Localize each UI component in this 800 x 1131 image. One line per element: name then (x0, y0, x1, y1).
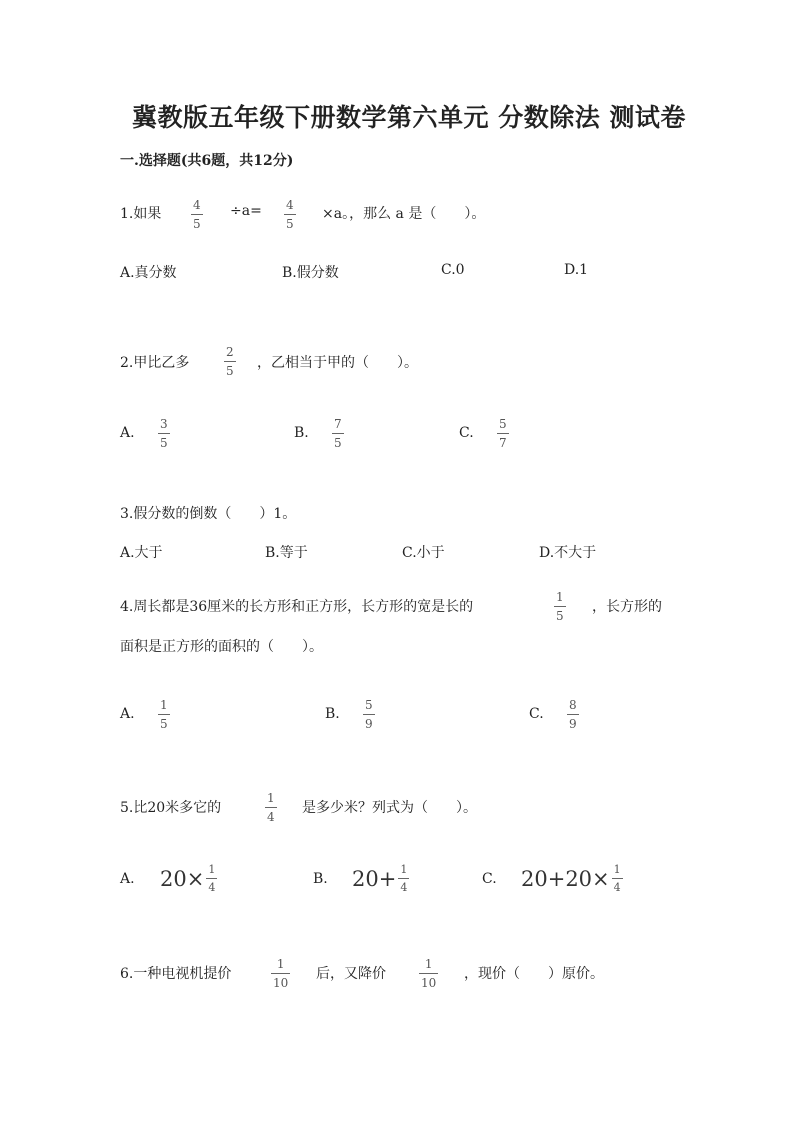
question-2-text-b: ，乙相当于甲的（ ）。 (257, 355, 418, 371)
page-title: 冀教版五年级下册数学第六单元 分数除法 测试卷 (132, 103, 686, 132)
question-4-fraction: 1 5 (556, 590, 564, 623)
section-heading: 一.选择题(共6题，共12分) (120, 153, 294, 169)
question-5-option-b-label[interactable]: B. (313, 871, 328, 887)
question-4-option-b-label[interactable]: B. (325, 706, 340, 722)
question-5-option-c-fraction: $\frac{1}{4}$ (613, 863, 621, 894)
question-2-fraction: 2 5 (226, 345, 234, 378)
question-1-option-d[interactable]: D.1 (564, 262, 589, 278)
question-6-text-c: ，现价（ ）原价。 (464, 966, 604, 982)
question-3-option-b[interactable]: B.等于 (265, 545, 308, 561)
question-2-option-b-label[interactable]: B. (294, 425, 309, 441)
question-2-option-c-label[interactable]: C. (459, 425, 474, 441)
question-3-option-a[interactable]: A.大于 (120, 545, 163, 561)
question-4-option-b-fraction[interactable]: 5 9 (365, 698, 373, 731)
question-4-option-a-label[interactable]: A. (120, 706, 135, 722)
question-5-option-a-fraction: $\frac{1}{4}$ (208, 863, 216, 894)
question-1-fraction-2: 4 5 (286, 198, 294, 231)
question-2-text-a: 2.甲比乙多 (120, 355, 190, 371)
question-1-option-b[interactable]: B.假分数 (282, 265, 339, 281)
question-1-text-c: ×a。，那么 a 是（ ）。 (322, 206, 486, 222)
question-1-option-c[interactable]: C.0 (441, 262, 465, 278)
question-2-option-a-label[interactable]: A. (120, 425, 135, 441)
question-6-text-b: 后，又降价 (316, 966, 386, 982)
question-2-option-b-fraction[interactable]: 7 5 (334, 417, 342, 450)
question-1-text-a: 1.如果 (120, 206, 162, 222)
question-5-text-a: 5.比20米多它的 (120, 800, 222, 816)
question-1-text-b: ÷a= (230, 203, 262, 219)
question-1-option-a[interactable]: A.真分数 (120, 265, 177, 281)
question-3-text: 3.假分数的倒数（ ）1。 (120, 506, 297, 522)
question-4-option-c-label[interactable]: C. (529, 706, 544, 722)
question-5-option-a-expression[interactable]: 20× $\frac{1}{4}$ (160, 863, 216, 894)
question-5-option-b-expression[interactable]: 20+ $\frac{1}{4}$ (352, 863, 408, 894)
question-5-option-c-expression[interactable]: 20+20× $\frac{1}{4}$ (521, 863, 621, 894)
question-6-text-a: 6.一种电视机提价 (120, 966, 232, 982)
question-5-fraction: 1 4 (267, 791, 275, 824)
question-5-text-b: 是多少米？列式为（ ）。 (302, 800, 477, 816)
question-6-fraction-1: 1 10 (273, 957, 289, 990)
question-2-option-a-fraction[interactable]: 3 5 (160, 417, 168, 450)
question-5-option-c-label[interactable]: C. (482, 871, 497, 887)
question-6-fraction-2: 1 10 (421, 957, 437, 990)
question-1-fraction-1: 4 5 (193, 198, 201, 231)
question-4-option-c-fraction[interactable]: 8 9 (569, 698, 577, 731)
question-5-option-a-label[interactable]: A. (120, 871, 135, 887)
question-4-option-a-fraction[interactable]: 1 5 (160, 698, 168, 731)
question-3-option-c[interactable]: C.小于 (402, 545, 445, 561)
question-4-text-a: 4.周长都是36厘米的长方形和正方形，长方形的宽是长的 (120, 599, 474, 615)
question-5-option-b-fraction: $\frac{1}{4}$ (400, 863, 408, 894)
question-3-option-d[interactable]: D.不大于 (539, 545, 597, 561)
question-4-text-c: 面积是正方形的面积的（ ）。 (120, 639, 323, 655)
question-4-text-b: ，长方形的 (592, 599, 662, 615)
question-2-option-c-fraction[interactable]: 5 7 (499, 417, 507, 450)
